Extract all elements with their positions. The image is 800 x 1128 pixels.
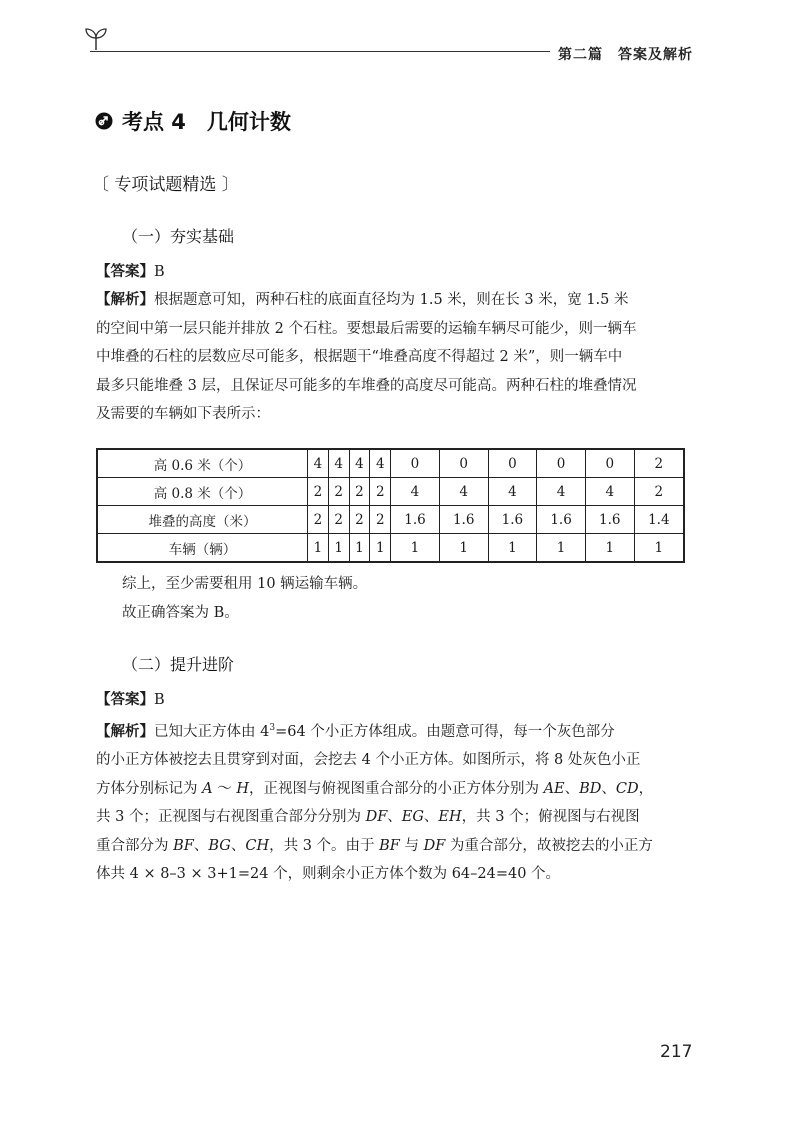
table-row (97, 506, 684, 534)
table-cell: 0 (488, 449, 537, 478)
row-label: 堆叠的高度（米） (97, 506, 308, 534)
table-cell: 4 (488, 478, 537, 506)
table-cell: 0 (439, 449, 488, 478)
row-label: 高 0.6 米（个） (97, 449, 308, 478)
table-cell: 1.6 (391, 506, 440, 534)
analysis-line: 体共 4 × 8–3 × 3+1=24 个，则剩余小正方体个数为 64–24=40 个。 (96, 866, 561, 883)
table-cell: 1 (537, 534, 586, 563)
table-cell: 2 (370, 478, 391, 506)
table-cell: 2 (328, 478, 349, 506)
part1-analysis (96, 286, 696, 429)
table-cell: 4 (328, 449, 349, 478)
analysis-line: 的空间中第一层只能并排放 2 个石柱。要想最后需要的运输车辆尽可能少，则一辆车 (96, 320, 637, 337)
analysis-line: 及需要的车辆如下表所示： (96, 406, 270, 422)
table-cell: 2 (370, 506, 391, 534)
table-cell: 2 (349, 506, 370, 534)
running-header: 第二篇 答案及解析 (558, 47, 693, 63)
table-cell: 1.4 (634, 506, 684, 534)
table-cell: 1 (585, 534, 634, 563)
table-row (97, 534, 684, 563)
table-row (97, 449, 684, 478)
table-cell: 2 (308, 478, 329, 506)
page-number: 217 (660, 1042, 693, 1062)
table-cell: 1 (308, 534, 329, 563)
part2-heading: （二）提升进阶 (122, 655, 235, 674)
table-cell: 1 (370, 534, 391, 563)
table-cell: 1 (634, 534, 684, 563)
stacking-table (96, 448, 685, 563)
table-cell: 4 (391, 478, 440, 506)
table-cell: 2 (634, 449, 684, 478)
sprout-icon (82, 26, 110, 52)
table-cell: 4 (439, 478, 488, 506)
header-rule (90, 51, 550, 52)
part1-final-answer: 故正确答案为 B。 (122, 605, 239, 621)
table-cell: 2 (349, 478, 370, 506)
table-cell: 1.6 (537, 506, 586, 534)
table-cell: 2 (634, 478, 684, 506)
analysis-line: 重合部分为 BF、BG、CH，共 3 个。由于 BF 与 DF 为重合部分，故被挖去的小正方 (96, 837, 653, 854)
table-cell: 1 (391, 534, 440, 563)
table-cell: 1 (439, 534, 488, 563)
section-badge-icon (95, 112, 113, 130)
analysis-line: 中堆叠的石柱的层数应尽可能多，根据题干“堆叠高度不得超过 2 米”，则一辆车中 (96, 349, 623, 365)
table-cell: 4 (585, 478, 634, 506)
table-cell: 1 (488, 534, 537, 563)
analysis-line: 的小正方体被挖去且贯穿到对面，会挖去 4 个小正方体。如图所示，将 8 处灰色小正 (96, 752, 641, 769)
analysis-line: 方体分别标记为 A ～ H，正视图与俯视图重合部分的小正方体分别为 AE、BD、CD， (96, 780, 654, 797)
part1-answer (96, 258, 696, 287)
table-row (97, 478, 684, 506)
answer-value: B (154, 692, 165, 708)
analysis-tag: 【解析】 (96, 723, 154, 740)
section-title: 考点 4 几何计数 (122, 110, 291, 134)
table-cell: 2 (308, 506, 329, 534)
analysis-line: 最多只能堆叠 3 层，且保证尽可能多的车堆叠的高度尽可能高。两种石柱的堆叠情况 (96, 377, 637, 394)
analysis-tag: 【解析】 (96, 292, 154, 308)
practice-title: 〔 专项试题精选 〕 (92, 175, 239, 195)
table-cell: 1.6 (488, 506, 537, 534)
table-cell: 4 (537, 478, 586, 506)
answer-tag: 【答案】 (96, 264, 154, 280)
table-cell: 1.6 (585, 506, 634, 534)
table-cell: 2 (328, 506, 349, 534)
part1-heading: （一）夯实基础 (122, 227, 235, 246)
table-cell: 0 (391, 449, 440, 478)
analysis-line: 【解析】根据题意可知，两种石柱的底面直径均为 1.5 米，则在长 3 米，宽 1.5 米 (96, 292, 629, 308)
part2-answer (96, 686, 696, 715)
answer-value: B (154, 264, 165, 280)
table-cell: 4 (349, 449, 370, 478)
part2-analysis (96, 714, 696, 889)
table-cell: 4 (308, 449, 329, 478)
part1-conclusion: 综上，至少需要租用 10 辆运输车辆。 (122, 576, 368, 592)
table-cell: 0 (585, 449, 634, 478)
table-cell: 4 (370, 449, 391, 478)
table-cell: 1 (328, 534, 349, 563)
table-cell: 1 (349, 534, 370, 563)
row-label: 车辆（辆） (97, 534, 308, 563)
table-cell: 1.6 (439, 506, 488, 534)
row-label: 高 0.8 米（个） (97, 478, 308, 506)
analysis-line: 【解析】已知大正方体由 $4^3=64$ 个小正方体组成。由题意可得，每一个灰色部分 (96, 723, 615, 740)
analysis-line: 共 3 个；正视图与右视图重合部分分别为 DF、EG、EH，共 3 个；俯视图与右视图 (96, 809, 640, 826)
answer-tag: 【答案】 (96, 692, 154, 708)
table-cell: 0 (537, 449, 586, 478)
